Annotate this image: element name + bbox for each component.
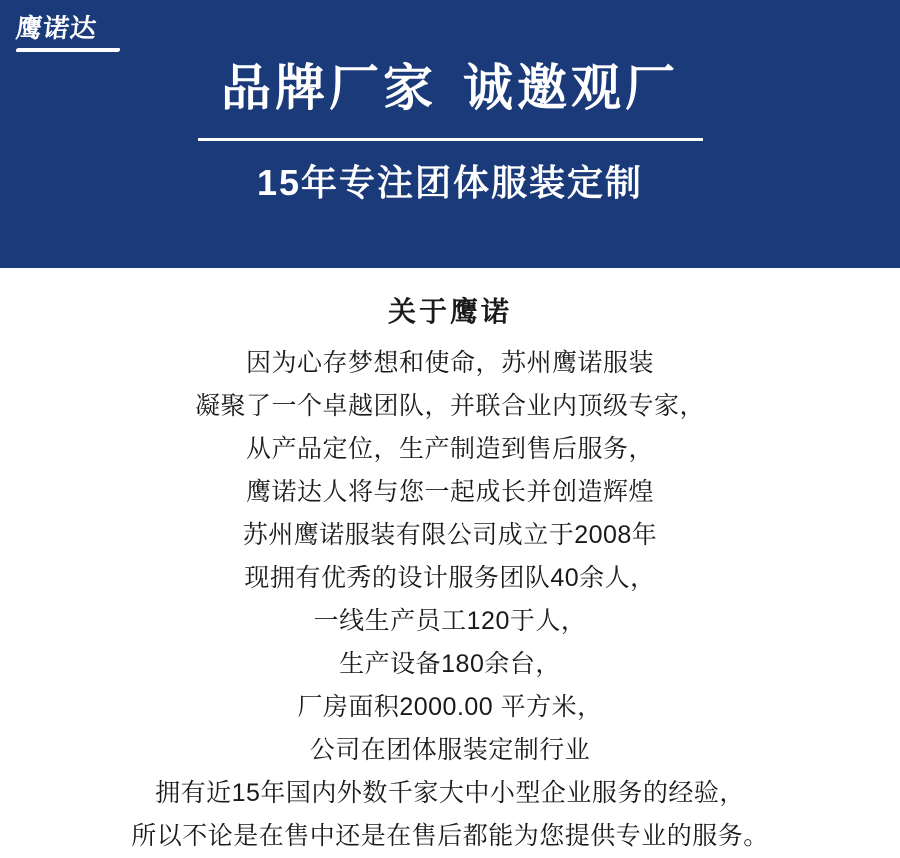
about-line: 现拥有优秀的设计服务团队40余人， <box>244 564 656 592</box>
about-line: 凝聚了一个卓越团队，并联合业内顶级专家， <box>194 392 705 420</box>
banner-text-block <box>0 56 900 209</box>
banner-title-left: 品牌厂家 <box>221 60 437 116</box>
header-banner <box>0 0 900 268</box>
banner-divider <box>198 138 703 141</box>
about-line: 因为心存梦想和使命，苏州鹰诺服装 <box>245 349 654 377</box>
about-line: 生产设备180余台， <box>339 650 561 678</box>
about-line: 鹰诺达人将与您一起成长并创造辉煌 <box>245 478 654 506</box>
brand-logo-text: 鹰诺达 <box>14 14 99 44</box>
banner-title <box>0 56 900 120</box>
about-line: 公司在团体服装定制行业 <box>309 736 591 764</box>
about-line: 所以不论是在售中还是在售后都能为您提供专业的服务。 <box>131 822 769 850</box>
brand-logo-underline <box>15 48 120 52</box>
about-section <box>0 268 900 858</box>
banner-subtitle: 15年专注团体服装定制 <box>256 162 644 203</box>
about-line: 苏州鹰诺服装有限公司成立于2008年 <box>242 521 658 549</box>
section-heading: 关于鹰诺 <box>387 296 512 327</box>
banner-title-right: 诚邀观厂 <box>463 60 679 116</box>
about-line: 厂房面积2000.00 平方米， <box>297 693 603 721</box>
about-line: 拥有近15年国内外数千家大中小型企业服务的经验， <box>155 779 745 807</box>
about-line: 从产品定位，生产制造到售后服务， <box>245 435 654 463</box>
about-line: 一线生产员工120于人， <box>313 607 587 635</box>
